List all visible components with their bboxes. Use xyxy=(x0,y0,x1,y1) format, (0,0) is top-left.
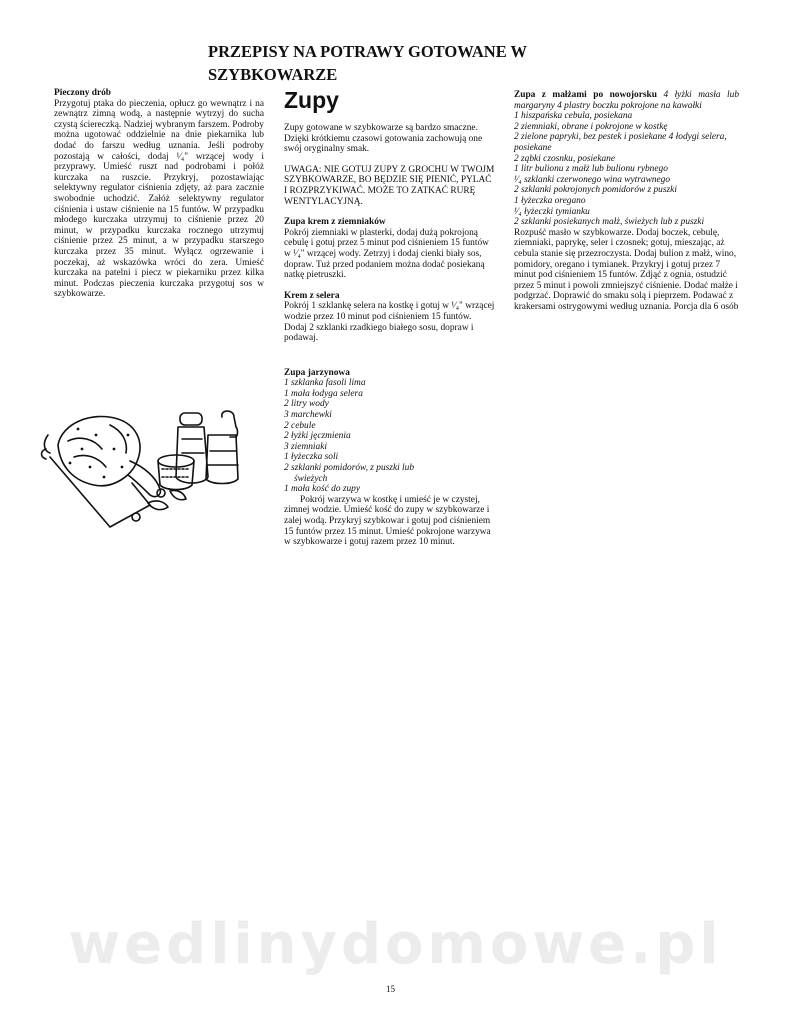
ingredient-item: 1 mała kość do zupy xyxy=(284,484,361,495)
ingredient-item: świeżych xyxy=(294,473,328,484)
ingredient-item: ¹⁄₄ łyżeczki tymianku xyxy=(514,206,590,217)
ingredient-item: 3 ziemniaki xyxy=(284,441,327,452)
jar-lid xyxy=(180,413,202,425)
watermark: wedlinydomowe.pl xyxy=(68,912,723,977)
recipe-heading-clam-soup: Zupa z małżami po nowojorsku xyxy=(514,90,657,100)
column-right xyxy=(514,90,739,312)
bird-detail-line xyxy=(68,438,102,449)
bird-detail-line xyxy=(110,425,126,453)
ingredient-item: 1 hiszpańska cebula, posiekana xyxy=(514,111,633,122)
pepper-mill-body xyxy=(206,435,238,484)
ingredient-item: 2 ząbki czosnku, posiekane xyxy=(514,153,616,164)
recipe-method-clam-soup: Rozpuść masło w szybkowarze. Dodaj boczek, cebulę, ziemniaki, paprykę, seler i czosnek; gotuj, mieszając, aż cebula stanie się przezroczysta. Dodaj bulion z małż, wino, pomidory, oregano i tymianek. Przykryj i gotuj przez 7 minut pod ciśnieniem 15 funtów. Zdjąć z ognia, ostudzić przez 5 minut i powoli zmniejszyć ciśnienie. Dodać małże i podgrzać. Doprawić do smaku solą i pieprzem. Podawać z krakersami ostrygowymi według uznania. Porcja dla 6 osób xyxy=(514,227,739,312)
ingredient-item: 1 mała łodyga selera xyxy=(284,388,363,399)
ingredient-item: 2 łyżki jęczmienia xyxy=(284,431,351,442)
ingredient-item: 2 szklanki posiekanych małż, świeżych lub z puszki xyxy=(514,217,705,228)
bird-detail-line xyxy=(74,455,106,467)
garnish-leaf xyxy=(148,501,168,510)
ingredient-item: 1 łyżeczka oregano xyxy=(514,195,586,206)
recipe-body-celery-cream: Pokrój 1 szklankę selera na kostkę i gotuj w ¹⁄₄" wrzącej wodzie przez 10 minut pod ciśnieniem 15 funtów. Dodaj 2 szklanki rzadkiego białego sosu, dopraw i podawaj. xyxy=(284,301,495,344)
bird-drumstick xyxy=(128,461,160,497)
ingredient-item: 4 łyżki masła lub margaryny 4 plastry boczku pokrojone na kawałki xyxy=(514,90,740,111)
recipe-heading-poultry: Pieczony drób xyxy=(54,88,112,98)
recipe-intro-clam-soup xyxy=(514,90,739,111)
page-number: 15 xyxy=(386,984,395,994)
recipe-heading-vegetable-soup: Zupa jarzynowa xyxy=(284,367,350,378)
ingredient-item: 1 szklanka fasoli lima xyxy=(284,378,366,389)
recipe-heading-potato-cream: Zupa krem z ziemniaków xyxy=(284,217,386,228)
bird-wing xyxy=(44,435,50,453)
ingredient-item: 1 litr bulionu z małż lub bulionu rybnego xyxy=(514,164,668,175)
ingredient-item: 1 łyżeczka soli xyxy=(284,452,339,463)
ingredient-item: 2 szklanki pomidorów, z puszki lub xyxy=(284,463,415,474)
ingredient-item: 2 litry wody xyxy=(284,399,329,410)
page-title: PRZEPISY NA POTRAWY GOTOWANE W SZYBKOWARZE xyxy=(208,42,527,84)
roast-chicken-illustration xyxy=(40,405,245,533)
jar-bands xyxy=(182,439,204,453)
column-middle xyxy=(284,87,496,548)
recipe-heading-celery-cream: Krem z selera xyxy=(284,290,340,301)
ingredient-item: 2 zielone papryki, bez pestek i posiekane 4 łodygi selera, posiekane xyxy=(514,132,727,153)
ingredient-item: 3 marchewki xyxy=(284,410,332,421)
ingredient-item: 2 szklanki pokrojonych pomidorów z puszki xyxy=(514,185,677,196)
pepper-mill-top xyxy=(222,411,238,437)
ingredient-item: 2 ziemniaki, obrane i pokrojone w kostkę xyxy=(514,121,668,132)
board-handle-hole xyxy=(132,513,140,521)
recipe-method-vegetable-soup: Pokrój warzywa w kostkę i umieść je w czystej, zimnej wodzie. Umieść kość do zupy w szybkowarze i zalej wodą. Przykryj szybkowar i gotuj pod ciśnieniem 15 funtów przez 15 minut. Umieść pokrojone warzywa w szybkowarze i gotuj razem przez 10 minut. xyxy=(284,494,491,548)
recipe-body-poultry: Przygotuj ptaka do pieczenia, opłucz go wewnątrz i na zewnątrz zimną wodą, a następnie wytrzyj do sucha czystą ściereczką. Nadziej wybranym farszem. Podroby można ugotować oddzielnie na dnie piekarnika lub dodać do farszu według uznania. Jeśli podroby pozostają w całości, dodaj ¹⁄₄" wrzącej wody i przyprawy. Umieść ruszt nad podrobami i połóż kurczaka na ruszcie. Przykryj, pozostawiając selektywny regulator ciśnienia zdjęty, aż para zacznie swobodnie uchodzić. Załóż selektywny regulator ciśnienia i ustaw ciśnienie na 15 funtów. W przypadku młodego kurczaka utrzymuj to ciśnienie przez 20 minut, w przypadku kurczaka rocznego utrzymuj ciśnienie przez 25 minut, a w przypadku starszego kurczaka przez 35 minut. Wyłącz ogrzewanie i poczekaj, aż wskazówka wróci do zera. Umieść kurczaka na patelni i piecz w piekarniku przez kilka minut. Podczas pieczenia kurczaka przygotuj sos w szybkowarze. xyxy=(54,98,264,300)
soups-intro: Zupy gotowane w szybkowarze są bardzo smaczne. Dzięki krótkiemu czasowi gotowania zachowują one swój oryginalny smak. xyxy=(284,123,483,155)
recipe-body-potato-cream: Pokrój ziemniaki w plasterki, dodaj dużą pokrojoną cebulę i gotuj przez 5 minut pod ciśnieniem 15 funtów w ¹⁄₄" wrzącej wody. Zetrzyj i dodaj cienki biały sos, dopraw. Tuż przed podaniem można dodać posiekaną natkę pietruszki. xyxy=(284,227,489,281)
section-title-soups: Zupy xyxy=(284,87,339,113)
pepper-mill-bands xyxy=(208,451,238,465)
ingredient-item: ¹⁄₄ szklanki czerwonego wina wytrawnego xyxy=(514,174,671,185)
ingredient-item: 2 cebule xyxy=(284,420,316,431)
garnish-leaf xyxy=(170,490,186,499)
soups-warning: UWAGA: NIE GOTUJ ZUPY Z GROCHU W TWOJM SZYBKOWARZE, BO BĘDZIE SIĘ PIENIĆ, PYLAĆ I ROZPRZYKIWAĆ. MOŻE TO ZATKAĆ RURĘ WENTYLACYJNĄ. xyxy=(284,164,495,207)
column-left xyxy=(54,88,264,300)
